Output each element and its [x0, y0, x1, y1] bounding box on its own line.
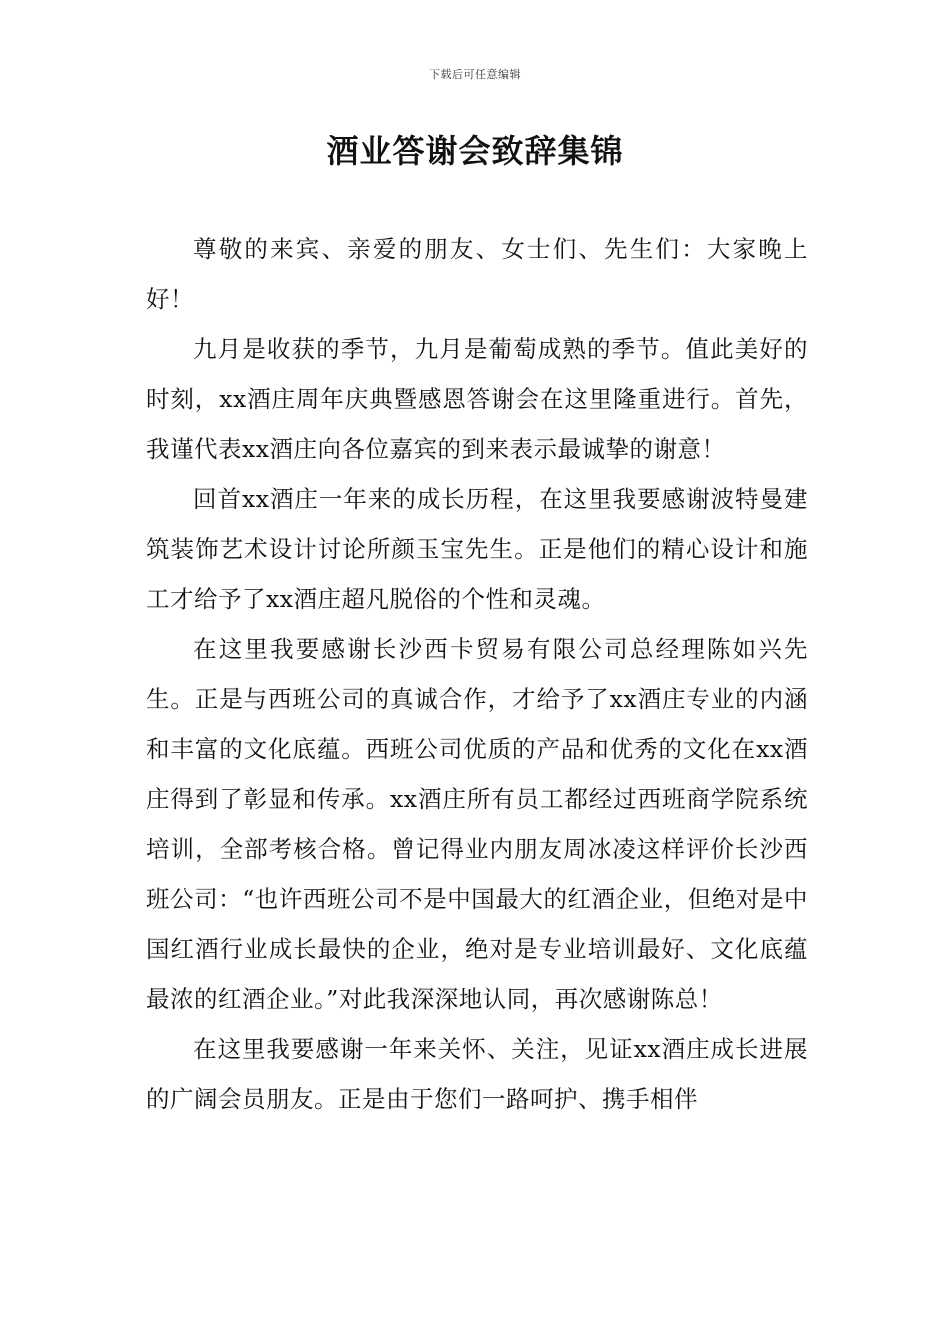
header-note: 下载后可任意编辑	[429, 68, 521, 81]
document-title: 酒业答谢会致辞集锦	[326, 132, 624, 170]
paragraph-thanks-members: 在这里我要感谢一年来关怀、关注，见证xx酒庄成长进展的广阔会员朋友。正是由于您们一路呵护、携手相伴	[146, 1035, 808, 1113]
paragraph-thanks-designer: 回首xx酒庄一年来的成长历程，在这里我要感谢波特曼建筑装饰艺术设计讨论所颜玉宝先生。正是他们的精心设计和施工才给予了xx酒庄超凡脱俗的个性和灵魂。	[146, 485, 808, 613]
paragraph-greeting: 尊敬的来宾、亲爱的朋友、女士们、先生们：大家晚上好！	[146, 235, 808, 313]
paragraph-thanks-partner: 在这里我要感谢长沙西卡贸易有限公司总经理陈如兴先生。正是与西班公司的真诚合作，才给予了xx酒庄专业的内涵和丰富的文化底蕴。西班公司优质的产品和优秀的文化在xx酒庄得到了彰显和传承。xx酒庄所有员工都经过西班商学院系统培训，全部考核合格。曾记得业内朋友周冰凌这样评价长沙西班公司：“也许西班公司不是中国最大的红酒企业，但绝对是中国红酒行业成长最快的企业，绝对是专业培训最好、文化底蕴最浓的红酒企业。”对此我深深地认同，再次感谢陈总！	[146, 635, 808, 1013]
paragraph-opening: 九月是收获的季节，九月是葡萄成熟的季节。值此美好的时刻，xx酒庄周年庆典暨感恩答谢会在这里隆重进行。首先，我谨代表xx酒庄向各位嘉宾的到来表示最诚挚的谢意！	[146, 335, 808, 463]
document-body	[146, 224, 808, 1124]
